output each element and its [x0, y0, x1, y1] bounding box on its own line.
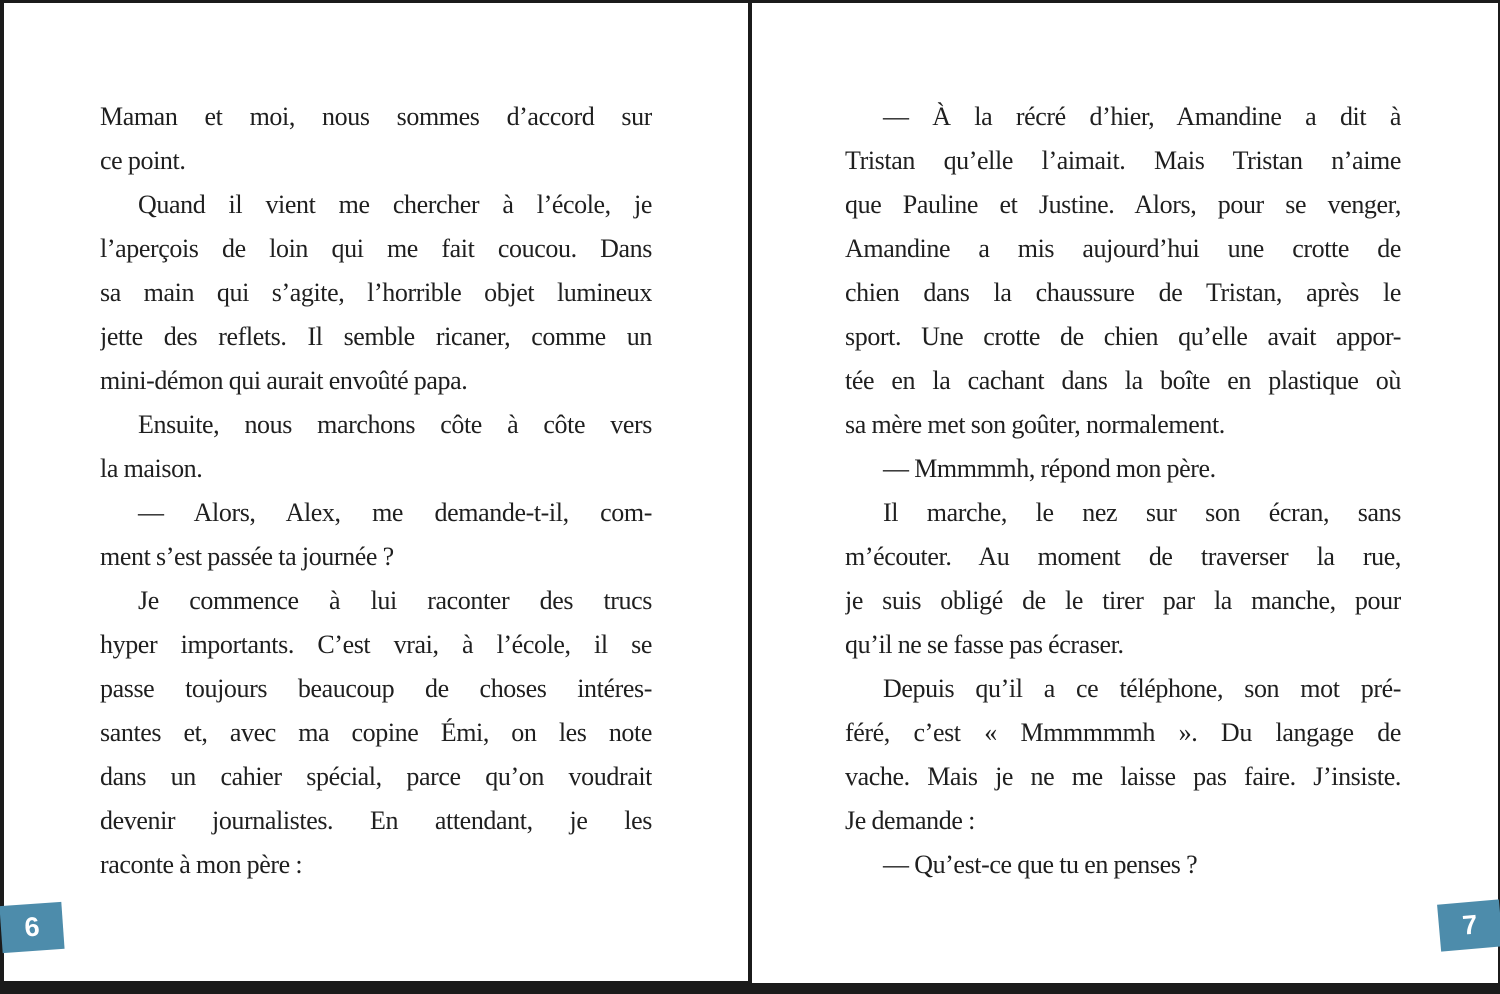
text-line: jette des reflets. Il semble ricaner, comme un: [100, 322, 652, 351]
text-line: Depuis qu’il a ce téléphone, son mot pré-: [883, 674, 1401, 703]
page-number-badge-right: [1437, 899, 1500, 951]
text-line: hyper importants. C’est vrai, à l’école, il se: [100, 630, 652, 659]
text-line: ce point.: [100, 146, 186, 175]
page-number-right: 7: [1461, 909, 1479, 941]
page-left-text: [100, 95, 652, 887]
text-line: l’aperçois de loin qui me fait coucou. Dans: [100, 234, 652, 263]
paragraph: [845, 95, 1401, 447]
page-right: [752, 3, 1498, 983]
text-line: santes et, avec ma copine Émi, on les note: [100, 718, 652, 747]
text-line: mini-démon qui aurait envoûté papa.: [100, 366, 468, 395]
text-line: sa mère met son goûter, normalement.: [845, 410, 1225, 439]
text-line: — Mmmmmh, répond mon père.: [883, 454, 1216, 483]
text-line: sa main qui s’agite, l’horrible objet lumineux: [100, 278, 652, 307]
text-line: sport. Une crotte de chien qu’elle avait appor-: [845, 322, 1401, 351]
text-line: devenir journalistes. En attendant, je les: [100, 806, 652, 835]
text-line: Je commence à lui raconter des trucs: [138, 586, 652, 615]
page-left: [4, 3, 748, 981]
text-line: passe toujours beaucoup de choses intéres-: [100, 674, 652, 703]
paragraph: [845, 667, 1401, 843]
text-line: — Qu’est-ce que tu en penses ?: [883, 850, 1198, 879]
page-right-text: [845, 95, 1401, 887]
paragraph: [845, 447, 1401, 491]
text-line: — À la récré d’hier, Amandine a dit à: [883, 102, 1401, 131]
paragraph: [845, 491, 1401, 667]
page-number-left: 6: [23, 911, 41, 943]
text-line: tée en la cachant dans la boîte en plastique où: [845, 366, 1401, 395]
text-line: vache. Mais je ne me laisse pas faire. J’insiste.: [845, 762, 1401, 791]
text-line: je suis obligé de le tirer par la manche, pour: [845, 586, 1401, 615]
text-line: dans un cahier spécial, parce qu’on voudrait: [100, 762, 652, 791]
text-line: m’écouter. Au moment de traverser la rue,: [845, 542, 1401, 571]
paragraph: [100, 491, 652, 579]
paragraph: [100, 183, 652, 403]
text-line: Tristan qu’elle l’aimait. Mais Tristan n’aime: [845, 146, 1401, 175]
text-line: Amandine a mis aujourd’hui une crotte de: [845, 234, 1401, 263]
text-line: Quand il vient me chercher à l’école, je: [138, 190, 652, 219]
text-line: — Alors, Alex, me demande-t-il, com-: [138, 498, 652, 527]
text-line: Maman et moi, nous sommes d’accord sur: [100, 102, 652, 131]
page-number-badge-left: [0, 902, 65, 953]
text-line: chien dans la chaussure de Tristan, après le: [845, 278, 1401, 307]
text-line: Il marche, le nez sur son écran, sans: [883, 498, 1401, 527]
paragraph: [100, 95, 652, 183]
text-line: ment s’est passée ta journée ?: [100, 542, 394, 571]
text-line: Je demande :: [845, 806, 975, 835]
paragraph: [100, 579, 652, 887]
text-line: qu’il ne se fasse pas écraser.: [845, 630, 1124, 659]
text-line: raconte à mon père :: [100, 850, 303, 879]
text-line: la maison.: [100, 454, 203, 483]
paragraph: [845, 843, 1401, 887]
text-line: féré, c’est « Mmmmmmh ». Du langage de: [845, 718, 1401, 747]
paragraph: [100, 403, 652, 491]
text-line: que Pauline et Justine. Alors, pour se venger,: [845, 190, 1401, 219]
text-line: Ensuite, nous marchons côte à côte vers: [138, 410, 652, 439]
